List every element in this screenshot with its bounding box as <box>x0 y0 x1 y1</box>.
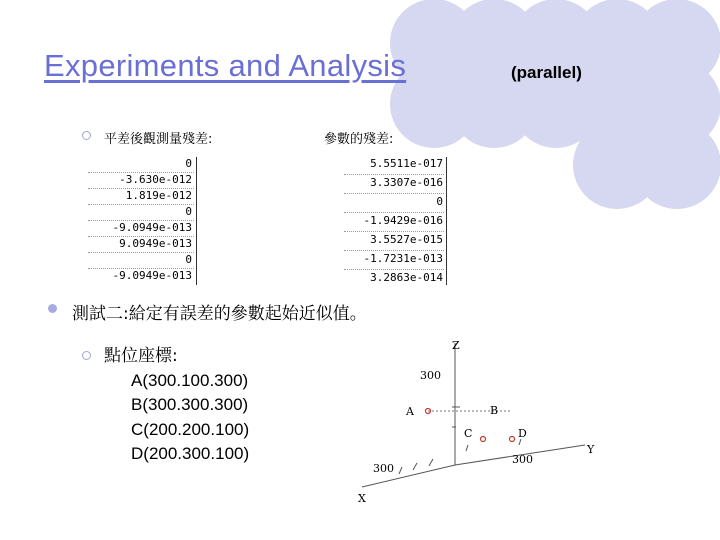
deco-circle <box>633 121 720 209</box>
bullet-icon <box>48 304 57 313</box>
table-border <box>196 157 197 285</box>
table-row: 0 <box>185 205 192 218</box>
table-row: -9.0949e-013 <box>112 221 192 234</box>
point-d-marker <box>510 437 515 442</box>
slide-title: Experiments and Analysis <box>44 48 407 83</box>
x-tick-label: 300 <box>373 462 394 475</box>
table-row: 0 <box>185 253 192 266</box>
x-tick-mark <box>399 467 402 474</box>
table-row: -9.0949e-013 <box>112 269 192 282</box>
z-tick-label: 300 <box>420 369 441 382</box>
observation-residual-label: 平差後觀測量殘差: <box>104 132 213 147</box>
table-row: 9.0949e-013 <box>119 237 192 250</box>
table-row: 0 <box>185 157 192 170</box>
point-d-coord: D(200.300.100) <box>131 444 250 463</box>
point-c-label: C <box>464 427 473 440</box>
table-row: 5.5511e-017 <box>370 157 443 170</box>
table-row: -1.7231e-013 <box>363 252 443 265</box>
axis-diagram <box>340 335 620 515</box>
y-tick-label: 300 <box>512 453 533 466</box>
point-c-coord: C(200.200.100) <box>131 419 250 439</box>
point-a-coord: A(300.100.300) <box>131 370 249 390</box>
hollow-bullet-icon <box>82 351 91 360</box>
table-row: 3.2863e-014 <box>370 271 443 284</box>
point-b-coord: B(300.300.300) <box>131 395 249 414</box>
observation-residual-table <box>88 157 198 285</box>
table-row: 1.819e-012 <box>125 189 192 202</box>
tick-mark <box>466 445 468 451</box>
table-row: -1.9429e-016 <box>363 214 443 227</box>
test2-description: 測試二:給定有誤差的參數起始近似值。 <box>72 304 367 324</box>
parameter-residual-label: 參數的殘差: <box>324 132 394 147</box>
coordinate-list <box>104 344 249 467</box>
point-a-label: A <box>406 405 414 418</box>
table-row: 3.5527e-015 <box>370 233 443 246</box>
x-tick-mark <box>413 463 417 470</box>
x-tick-mark <box>429 459 433 466</box>
point-b-label: B <box>490 404 499 417</box>
table-row: 0 <box>436 195 443 208</box>
y-axis-label: Y <box>587 443 595 456</box>
point-c-marker <box>481 437 486 442</box>
point-d-label: D <box>518 427 527 440</box>
x-axis-label: X <box>358 492 366 505</box>
hollow-bullet-icon <box>82 131 91 140</box>
table-border <box>446 157 447 285</box>
z-axis-label: Z <box>452 339 460 352</box>
table-row: -3.630e-012 <box>119 173 192 186</box>
slide-subtitle: (parallel) <box>511 63 582 82</box>
table-row: 3.3307e-016 <box>370 176 443 189</box>
parameter-residual-table <box>344 157 448 285</box>
coords-label: 點位座標: <box>104 346 178 366</box>
